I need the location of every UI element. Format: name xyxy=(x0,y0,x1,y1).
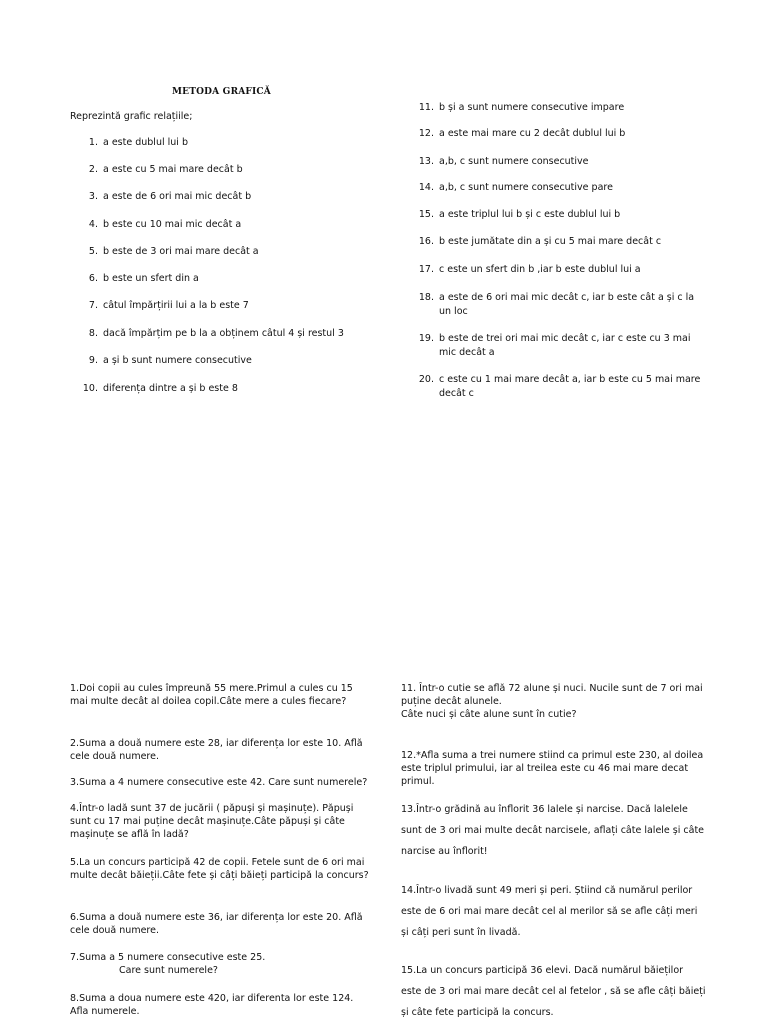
problem-15: 15.La un concurs participă 36 elevi. Dacă numărul băieților este de 3 ori mai mare decât cel al fetelor , să se afle câți băieți și câte fete participă la concurs. xyxy=(401,965,706,1018)
list-item: 20. c este cu 1 mai mare decât a, iar b este cu 5 mai mare decât c xyxy=(418,374,701,399)
list-item: 9. a și b sunt numere consecutive xyxy=(88,355,252,366)
list-item: 18. a este de 6 ori mai mic decât c, iar b este cât a și c la un loc xyxy=(418,292,695,317)
problem-13: 13.Într-o grădină au înflorit 36 lalele și narcise. Dacă lalelele sunt de 3 ori mai multe decât narcisele, aflați câte lalele și câte narcise au înflorit! xyxy=(401,804,705,857)
problem-7: 7.Suma a 5 numere consecutive este 25. Care sunt numerele? xyxy=(70,952,266,976)
list-item: 11. b și a sunt numere consecutive impare xyxy=(418,102,625,113)
list-item: 13. a,b, c sunt numere consecutive xyxy=(418,156,589,167)
problem-8: 8.Suma a doua numere este 420, iar diferenta lor este 124. Afla numerele. xyxy=(70,993,354,1017)
problem-14: 14.Într-o livadă sunt 49 meri și peri. Știind că numărul perilor este de 6 ori mai mare decât cel al merilor să se afle câți meri și câți peri sunt în livadă. xyxy=(401,885,698,938)
list-item: 10. diferența dintre a și b este 8 xyxy=(82,383,238,394)
problem-3: 3.Suma a 4 numere consecutive este 42. Care sunt numerele? xyxy=(70,777,368,788)
list-item: 14. a,b, c sunt numere consecutive pare xyxy=(418,182,613,193)
problem-4: 4.Într-o ladă sunt 37 de jucării ( păpuși și mașinuțe). Păpuși sunt cu 17 mai puține decât mașinuțe.Câte păpuși și câte mașinuțe se află în ladă? xyxy=(70,803,354,840)
problem-12: 12.*Afla suma a trei numere stiind ca primul este 230, al doilea este triplul primului, iar al treilea este cu 46 mai mare decat primul. xyxy=(401,750,704,787)
list-item: 2. a este cu 5 mai mare decât b xyxy=(88,164,243,175)
list-item: 12. a este mai mare cu 2 decât dublul lui b xyxy=(418,128,626,139)
list-item: 19. b este de trei ori mai mic decât c, iar c este cu 3 mai mic decât a xyxy=(418,333,691,358)
list-item: 15. a este triplul lui b și c este dublul lui b xyxy=(418,209,621,220)
list-item: 7. câtul împărțirii lui a la b este 7 xyxy=(88,300,249,311)
intro-text: Reprezintă grafic relațiile; xyxy=(70,111,193,122)
list-item: 4. b este cu 10 mai mic decât a xyxy=(88,219,242,230)
list-item: 5. b este de 3 ori mai mare decât a xyxy=(88,246,259,257)
list-item: 16. b este jumătate din a și cu 5 mai mare decât c xyxy=(418,236,662,247)
problem-2: 2.Suma a două numere este 28, iar diferența lor este 10. Află cele două numere. xyxy=(70,738,363,762)
list-item: 6. b este un sfert din a xyxy=(88,273,199,284)
problem-6: 6.Suma a două numere este 36, iar diferența lor este 20. Află cele două numere. xyxy=(70,912,363,936)
problem-5: 5.La un concurs participă 42 de copii. Fetele sunt de 6 ori mai multe decât băieții.Câte fete și câți băieți participă la concurs? xyxy=(70,857,369,881)
list-item: 1. a este dublul lui b xyxy=(88,137,188,148)
page-title: METODA GRAFICĂ xyxy=(172,87,271,97)
list-item: 8. dacă împărțim pe b la a obținem câtul 4 și restul 3 xyxy=(88,328,344,339)
list-item: 17. c este un sfert din b ,iar b este dublul lui a xyxy=(418,264,641,275)
list-item: 3. a este de 6 ori mai mic decât b xyxy=(88,191,252,202)
problem-11: 11. Într-o cutie se află 72 alune și nuci. Nucile sunt de 7 ori mai puține decât alunele. Câte nuci și câte alune sunt în cutie? xyxy=(401,683,703,720)
problem-1: 1.Doi copii au cules împreună 55 mere.Primul a cules cu 15 mai multe decât al doilea copil.Câte mere a cules fiecare? xyxy=(70,683,353,707)
